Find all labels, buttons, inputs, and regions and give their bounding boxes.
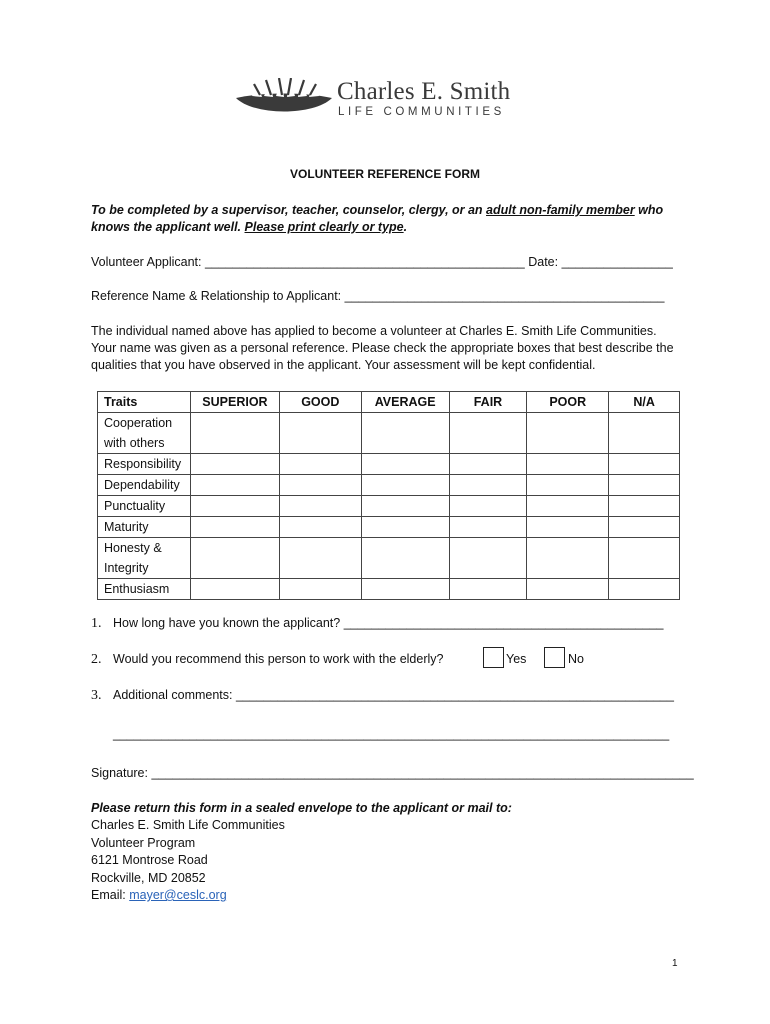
trait-label: Integrity [104,561,149,575]
rating-cell[interactable] [609,475,680,496]
return-street: 6121 Montrose Road [91,853,208,867]
email-label: Email: [91,888,130,902]
rating-cell[interactable] [361,475,449,496]
rating-cell[interactable] [449,454,527,475]
rating-cell[interactable] [609,496,680,517]
rating-cell[interactable] [279,454,361,475]
trait-cell [98,517,191,538]
trait-label: with others [104,436,165,450]
return-email [91,887,227,904]
rating-cell[interactable] [279,413,361,454]
rating-cell[interactable] [190,579,279,600]
rating-cell[interactable] [609,579,680,600]
trait-label: Responsibility [104,457,182,471]
signature-field[interactable]: Signature: ______________________________________________________________________________ [91,766,694,780]
trait-cell [98,538,191,579]
rating-cell[interactable] [527,454,609,475]
trait-label: Punctuality [104,499,166,513]
trait-label: Dependability [104,478,180,492]
column-header-superior: SUPERIOR [190,392,279,413]
rating-cell[interactable] [190,413,279,454]
rating-cell[interactable] [449,496,527,517]
additional-comments-field[interactable]: Additional comments: _______________________________________________________________ [113,688,674,702]
column-header-fair: FAIR [449,392,527,413]
form-title: VOLUNTEER REFERENCE FORM [289,167,480,181]
rating-cell[interactable] [609,538,680,579]
table-header-row [98,392,680,413]
table-row [98,475,680,496]
instruction-emphasis: Please print clearly or type [244,220,404,234]
column-header-traits: Traits [98,392,191,413]
question-1 [91,615,664,632]
rating-cell[interactable] [361,454,449,475]
rating-cell[interactable] [190,454,279,475]
rating-cell[interactable] [190,496,279,517]
trait-label: Maturity [104,520,149,534]
instruction-emphasis: adult non-family member [486,203,635,217]
trait-label: Honesty & [104,541,162,555]
instruction-text: knows the applicant well. [91,220,245,234]
rating-cell[interactable] [361,413,449,454]
table-row [98,454,680,475]
column-header-good: GOOD [279,392,361,413]
rating-cell[interactable] [279,538,361,579]
table-row [98,413,680,454]
intro-line-1: The individual named above has applied to become a volunteer at Charles E. Smith Life Communities. [91,324,657,338]
instruction-text: To be completed by a supervisor, teacher, counselor, clergy, or an [91,203,487,217]
trait-cell [98,413,191,454]
column-header-na: N/A [609,392,680,413]
no-checkbox[interactable] [544,647,565,668]
rating-cell[interactable] [190,538,279,579]
rating-cell[interactable] [527,475,609,496]
question-number: 3. [91,688,102,703]
rating-cell[interactable] [449,538,527,579]
column-header-average: AVERAGE [361,392,449,413]
reference-name-field[interactable]: Reference Name & Relationship to Applicant: ______________________________________________ [91,289,665,303]
no-label: No [568,652,584,666]
return-program: Volunteer Program [91,836,196,850]
table-row [98,496,680,517]
logo-emblem-icon [234,78,334,124]
rating-cell[interactable] [361,579,449,600]
additional-comments-line[interactable]: ________________________________________________________________________________ [113,727,670,741]
instruction-line-2 [91,219,407,236]
page-number: 1 [672,958,678,969]
return-city: Rockville, MD 20852 [91,871,206,885]
trait-cell [98,579,191,600]
rating-cell[interactable] [279,496,361,517]
rating-cell[interactable] [449,475,527,496]
organization-logo [234,78,524,124]
table-row [98,538,680,579]
rating-cell[interactable] [279,475,361,496]
rating-cell[interactable] [190,475,279,496]
rating-cell[interactable] [527,579,609,600]
trait-cell [98,454,191,475]
logo-name: Charles E. Smith [337,78,511,105]
logo-subtitle: LIFE COMMUNITIES [338,106,505,118]
rating-cell[interactable] [609,454,680,475]
question-2 [91,651,443,668]
traits-table [97,391,680,600]
rating-cell[interactable] [449,579,527,600]
instruction-text: who [634,203,664,217]
rating-cell[interactable] [527,538,609,579]
question-number: 2. [91,652,102,667]
rating-cell[interactable] [449,413,527,454]
rating-cell[interactable] [527,517,609,538]
rating-cell[interactable] [190,517,279,538]
yes-label: Yes [506,652,527,666]
instruction-text: . [403,220,408,234]
table-row [98,517,680,538]
trait-cell [98,475,191,496]
column-header-poor: POOR [527,392,609,413]
rating-cell[interactable] [361,496,449,517]
rating-cell[interactable] [527,413,609,454]
trait-cell [98,496,191,517]
applicant-date-field[interactable]: Volunteer Applicant: ______________________________________________ Date: ________________ [91,255,673,269]
yes-checkbox[interactable] [483,647,504,668]
instruction-line-1 [91,202,663,219]
rating-cell[interactable] [609,413,680,454]
intro-line-3: qualities that you have observed in the applicant. Your assessment will be kept confidential. [91,358,596,372]
rating-cell[interactable] [527,496,609,517]
intro-line-2: Your name was given as a personal reference. Please check the appropriate boxes that best describe the [91,341,674,355]
rating-cell[interactable] [449,517,527,538]
rating-cell[interactable] [279,579,361,600]
rating-cell[interactable] [361,517,449,538]
trait-label: Enthusiasm [104,582,170,596]
question-3 [91,687,674,704]
return-heading: Please return this form in a sealed envelope to the applicant or mail to: [91,801,512,815]
rating-cell[interactable] [609,517,680,538]
email-link[interactable]: mayer@ceslc.org [129,888,227,902]
return-org: Charles E. Smith Life Communities [91,818,285,832]
question-1-field[interactable]: How long have you known the applicant? ______________________________________________ [113,616,664,630]
question-number: 1. [91,616,102,631]
trait-label: Cooperation [104,416,173,430]
rating-cell[interactable] [279,517,361,538]
question-2-text: Would you recommend this person to work with the elderly? [113,652,444,666]
rating-cell[interactable] [361,538,449,579]
table-row [98,579,680,600]
